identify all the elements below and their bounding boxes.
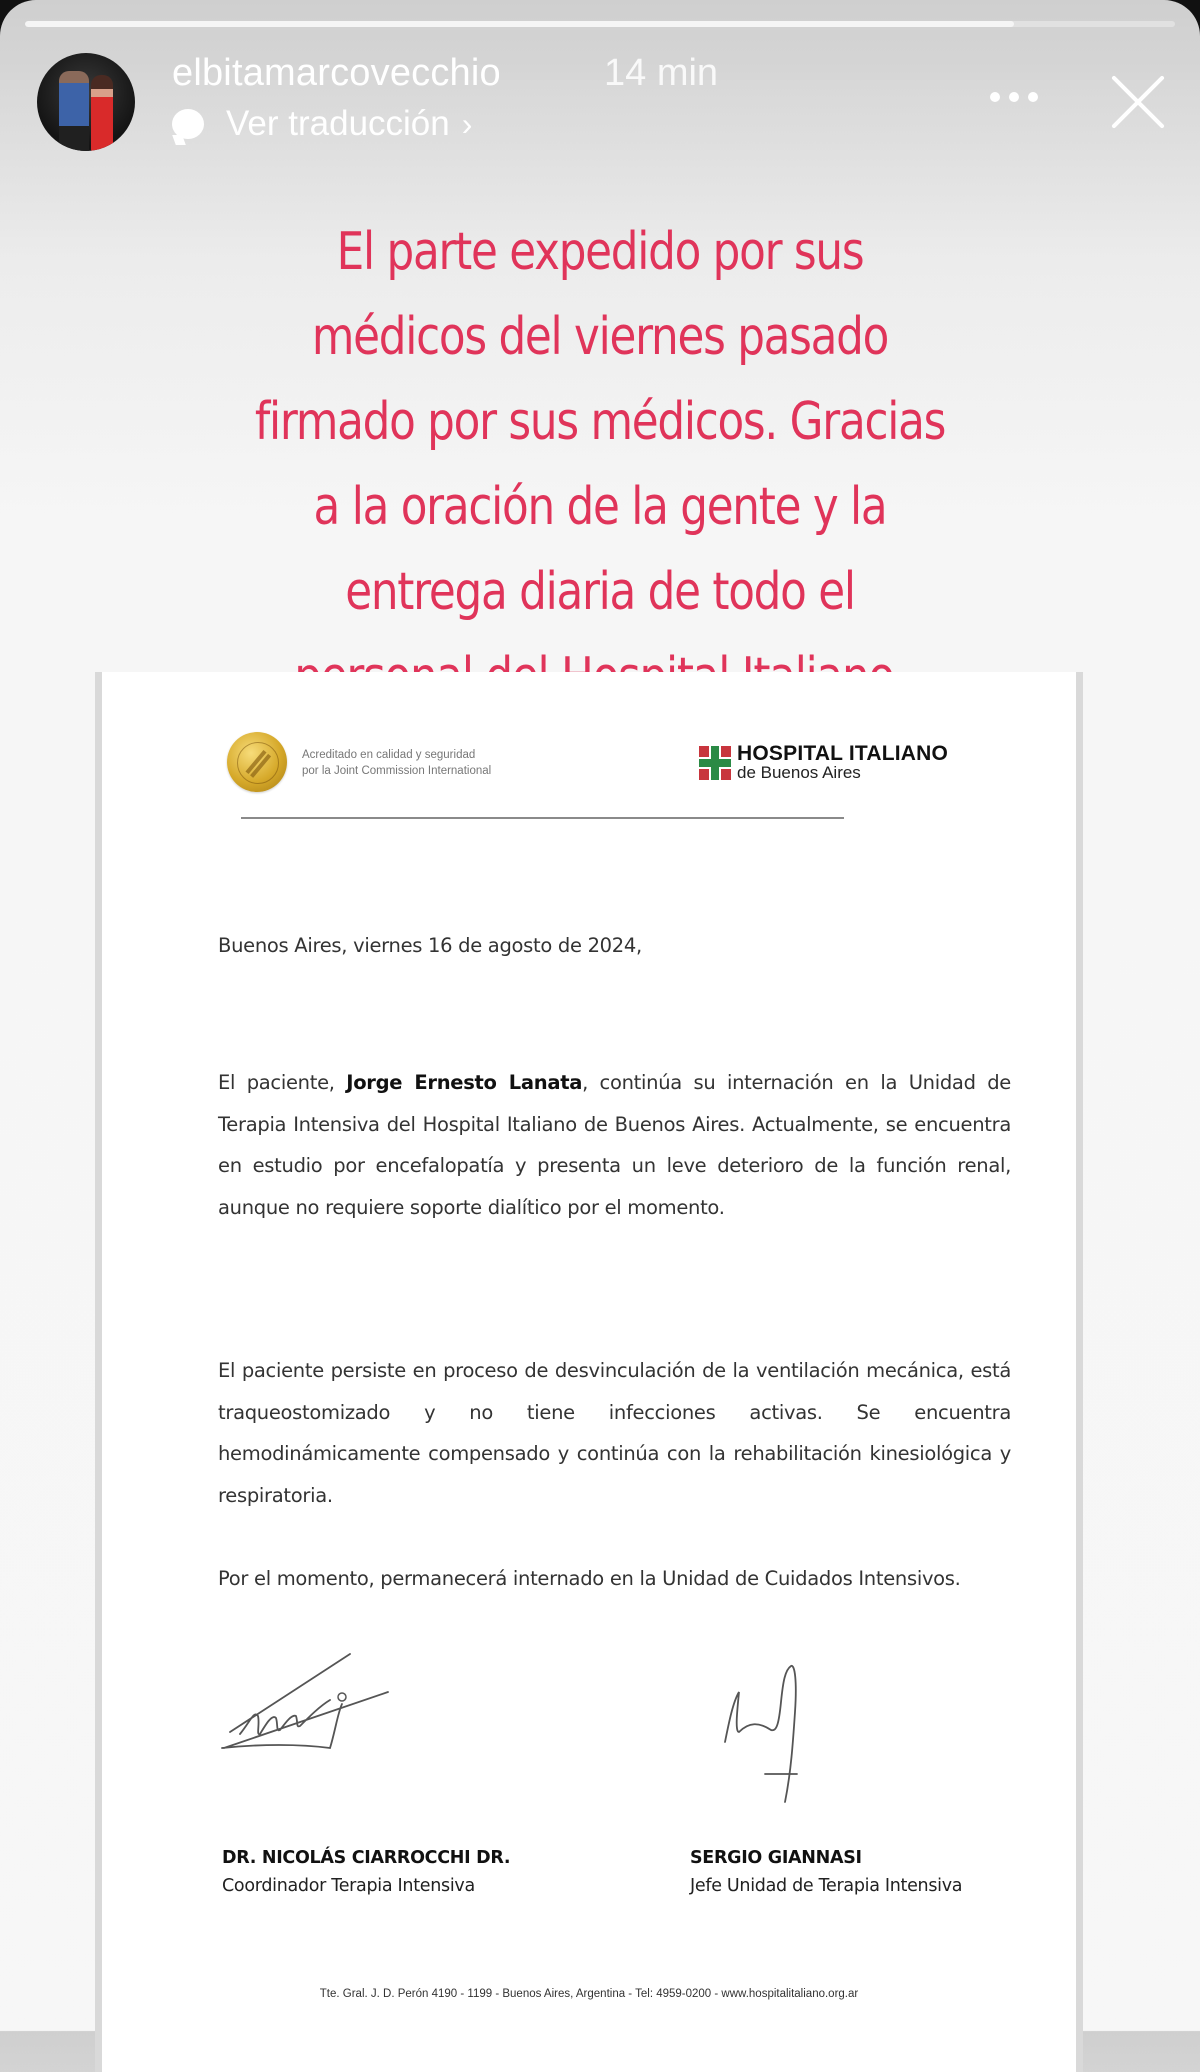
see-translation-label: Ver traducción (226, 104, 450, 143)
report-paragraph (218, 1062, 1011, 1228)
hospital-logo (699, 744, 948, 782)
signatory-name: DR. NICOLÁS CIARROCCHI DR. (222, 1848, 511, 1868)
accreditation-text (302, 747, 491, 779)
caption-line: El parte expedido por sus (336, 222, 864, 282)
medical-report-document (95, 672, 1083, 2072)
caption-line: firmado por sus médicos. Gracias (254, 392, 946, 452)
jci-gold-seal-icon (227, 732, 287, 792)
story-progress-bar (25, 21, 1175, 27)
report-paragraph: El paciente persiste en proceso de desvinculación de la ventilación mecánica, está traqueostomizado y no tiene infecciones activas. Se encuentra hemodinámicamente compensado y continúa con la rehabilitación kinesiológica y respiratoria. (218, 1359, 1011, 1507)
report-paragraph: Por el momento, permanecerá internado en la Unidad de Cuidados Intensivos. (218, 1567, 961, 1590)
paragraph-text: , continúa su internación en la Unidad de Terapia Intensiva del Hospital Italiano de Buenos Aires. Actualmente, se encuentra en estudio por encefalopatía y presenta un leve deterioro de la función renal, aunque no requiere soporte dialítico por el momento. (218, 1071, 1011, 1219)
more-horizontal-icon (1009, 92, 1019, 102)
paragraph-text: El paciente, (218, 1071, 347, 1094)
avatar-photo-person (91, 75, 113, 151)
more-horizontal-icon (990, 92, 1000, 102)
signature-giannasi-icon (715, 1662, 835, 1812)
patient-name: Jorge Ernesto Lanata (346, 1071, 583, 1094)
document-letterhead (102, 672, 1076, 832)
accreditation-line: Acreditado en calidad y seguridad (302, 749, 476, 761)
caption-line: médicos del viernes pasado (311, 307, 889, 367)
avatar-photo-person (59, 71, 89, 151)
document-date: Buenos Aires, viernes 16 de agosto de 2024, (218, 934, 642, 957)
caption-line: a la oración de la gente y la (313, 477, 887, 537)
story-timestamp: 14 min (604, 52, 719, 94)
signatory-role: Jefe Unidad de Terapia Intensiva (690, 1876, 963, 1896)
letterhead-divider (241, 817, 844, 819)
speech-bubble-icon (172, 109, 204, 139)
accreditation-line: por la Joint Commission International (302, 765, 492, 777)
signatory-role: Coordinador Terapia Intensiva (222, 1876, 475, 1896)
signature-ciarrocchi-icon (220, 1652, 410, 1762)
hospital-subtitle: de Buenos Aires (737, 763, 861, 782)
story-username[interactable]: elbitamarcovecchio (172, 52, 501, 94)
see-translation-button[interactable] (172, 104, 472, 144)
close-story-button[interactable] (1107, 70, 1169, 132)
signatory-name: SERGIO GIANNASI (690, 1848, 862, 1868)
profile-avatar[interactable] (37, 53, 135, 151)
story-progress-fill (25, 21, 1014, 27)
chevron-right-icon: › (461, 105, 473, 142)
hospital-cross-icon (699, 746, 731, 780)
story-caption (96, 210, 1104, 720)
more-options-button[interactable] (990, 92, 1038, 102)
hospital-name: HOSPITAL ITALIANO (737, 742, 949, 765)
document-footer-address: Tte. Gral. J. D. Perón 4190 - 1199 - Buenos Aires, Argentina - Tel: 4959-0200 - www.hospitalitaliano.org.ar (319, 1988, 859, 2000)
more-horizontal-icon (1028, 92, 1038, 102)
caption-line: entrega diaria de todo el (345, 562, 855, 622)
